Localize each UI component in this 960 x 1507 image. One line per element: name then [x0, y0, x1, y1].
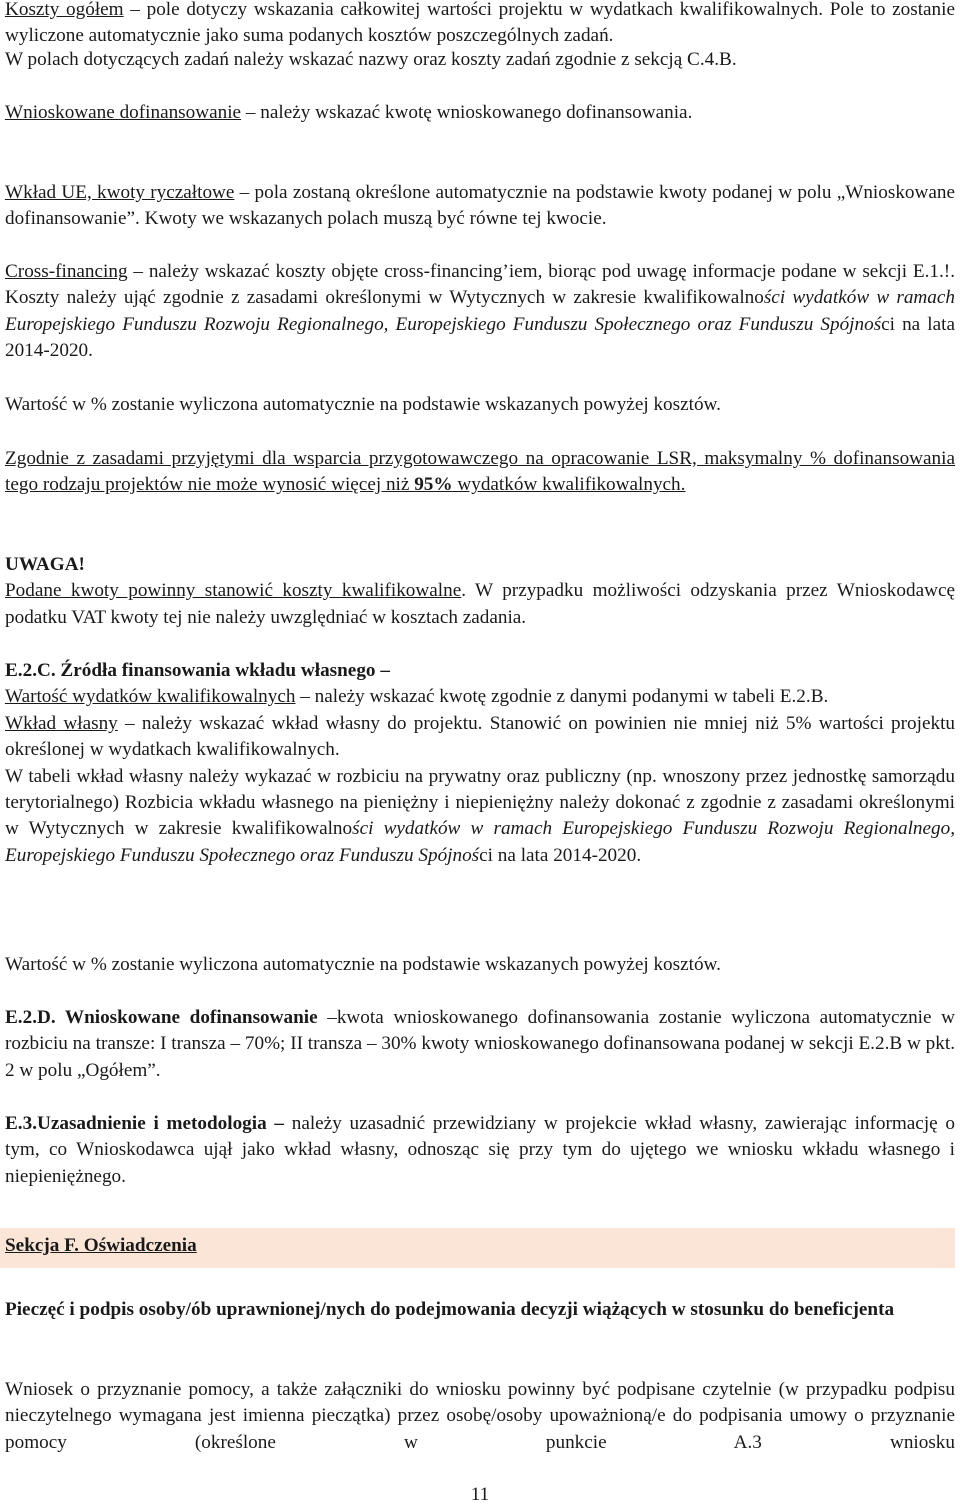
koszty-ogolem-paragraph — [5, 0, 955, 50]
page-number: 11 — [470, 1484, 490, 1505]
e3-text: należy uzasadnić przewidziany w projekcie wkład własny, zawierając informację o tym, co Wnioskodawca ujął jako wkład własny, odnosząc się przy tym do ujętego we wniosku wkładu własnego i niepieniężnego. — [5, 1113, 955, 1187]
cross-financing-paragraph — [5, 259, 955, 365]
wnioskowane-paragraph — [5, 100, 955, 126]
percent-text-2: Wartość w % zostanie wyliczona automatycznie na podstawie wskazanych powyżej kosztów. — [5, 954, 721, 975]
uwaga-text: . W przypadku możliwości odzyskania przez Wnioskodawcę podatku VAT kwoty tej nie należy uwzględniać w kosztach zadania. — [5, 580, 955, 628]
e2c-tabela-tail: ci na lata 2014-2020. — [479, 844, 642, 866]
wklad-ue-text: – pola zostaną określone automatycznie na podstawie kwoty podanej w polu „Wnioskowane dofinansowanie”. Kwoty we wskazanych polach muszą być równe tej kwocie. — [5, 182, 955, 230]
percent-paragraph-2 — [5, 952, 955, 978]
percent-paragraph-1 — [5, 392, 955, 418]
zadania-text: W polach dotyczących zadań należy wskazać nazwy oraz koszty zadań zgodnie z sekcją C.4.B. — [5, 49, 737, 70]
stamp-heading: Pieczęć i podpis osoby/ób uprawnionej/nych do podejmowania decyzji wiążących w stosunku do beneficjenta — [5, 1299, 895, 1320]
e2c-text-wklad: – należy wskazać wkład własny do projektu. Stanowić on powinien nie mniej niż 5% wartości projektu określonej w wydatkach kwalifikowalnych. — [5, 712, 955, 761]
percent-text-1: Wartość w % zostanie wyliczona automatycznie na podstawie wskazanych powyżej kosztów. — [5, 394, 721, 415]
e2d-text: –kwota wnioskowanego dofinansowania zostanie wyliczona automatycznie w rozbiciu na transze: I transza – 70%; II transza – 30% kwoty wnioskowanego dofinansowana podanej w sekcji E.2.B w pkt. 2 w polu „Ogółem”. — [5, 1007, 955, 1081]
lsr-paragraph — [5, 446, 955, 499]
wklad-ue-paragraph — [5, 180, 955, 233]
stamp-heading-block — [5, 1297, 955, 1323]
uwaga-heading: UWAGA! — [5, 554, 85, 575]
e2c-tabela-text: W tabeli wkład własny należy wykazać w rozbiciu na prywatny oraz publiczny (np. wnoszony przez jednostkę samorządu terytorialnego) Rozbicia wkładu własnego na pieniężny i niepieniężny należy dokonać z zgodnie z zasadami określonymi w Wytycznych w zakresie kwalifikowalno — [5, 765, 955, 840]
cross-financing-term: Cross-financing — [5, 261, 128, 282]
stamp-text-block — [5, 1377, 955, 1456]
section-f-title: Sekcja F. Oświadczenia — [5, 1235, 197, 1256]
wklad-ue-term: Wkład UE, kwoty ryczałtowe — [5, 182, 235, 203]
e2c-block — [5, 658, 955, 869]
stamp-text: Wniosek o przyznanie pomocy, a także załączniki do wniosku powinny być podpisane czytelnie (w przypadku podpisu nieczytelnego wymagana jest imienna pieczątka) przez osobę/osoby upoważnioną/e do podpisania umowy o przyznanie pomocy (określone w punkcie A.3 wniosku — [5, 1379, 955, 1453]
e2c-tabela-italic: ści wydatków w ramach Europejskiego Funduszu Rozwoju Regionalnego, Europejskiego Funduszu Społecznego oraz Funduszu Spójnoś — [5, 818, 955, 866]
koszty-ogolem-text: – pole dotyczy wskazania całkowitej wartości projektu w wydatkach kwalifikowalnych. Pole to zostanie wyliczone automatycznie jako suma podanych kosztów poszczególnych zadań. — [5, 0, 955, 47]
uwaga-block — [5, 552, 955, 631]
e2c-text-wartosc: – należy wskazać kwotę zgodnie z danymi podanymi w tabeli E.2.B. — [295, 686, 829, 708]
lsr-percent: 95% — [414, 474, 453, 496]
e2c-term-wartosc: Wartość wydatków kwalifikowalnych — [5, 686, 296, 708]
e2d-heading: E.2.D. Wnioskowane dofinansowanie — [5, 1007, 318, 1028]
e3-block — [5, 1111, 955, 1190]
koszty-ogolem-term: Koszty ogółem — [5, 0, 124, 20]
cross-financing-tail: ci na lata 2014-2020. — [5, 313, 955, 362]
e2c-term-wklad: Wkład własny — [5, 712, 118, 734]
uwaga-underlined: Podane kwoty powinny stanowić koszty kwalifikowalne — [5, 580, 462, 602]
cross-financing-text: – należy wskazać koszty objęte cross-financing’iem, biorąc pod uwagę informacje podane w sekcji E.1.!. Koszty należy ująć zgodnie z zasadami określonymi w Wytycznych w zakresie kwalifikowalno — [5, 261, 955, 309]
lsr-text-2: wydatków kwalifikowalnych. — [452, 474, 686, 496]
e2d-block — [5, 1005, 955, 1084]
wnioskowane-text: – należy wskazać kwotę wnioskowanego dofinansowania. — [241, 102, 693, 123]
e2c-dash: – — [375, 660, 390, 681]
cross-financing-italic: ści wydatków w ramach Europejskiego Funduszu Rozwoju Regionalnego, Europejskiego Funduszu Społecznego oraz Funduszu Spójnoś — [5, 287, 955, 335]
section-f-band — [0, 1228, 955, 1268]
e3-heading: E.3.Uzasadnienie i metodologia – — [5, 1113, 284, 1134]
lsr-text-1: Zgodnie z zasadami przyjętymi dla wsparcia przygotowawczego na opracowanie LSR, maksymalny % dofinansowania tego rodzaju projektów nie może wynosić więcej niż — [5, 448, 955, 496]
e2c-heading: E.2.C. Źródła finansowania wkładu własnego — [5, 660, 376, 681]
wnioskowane-term: Wnioskowane dofinansowanie — [5, 102, 242, 123]
zadania-paragraph — [5, 47, 955, 73]
